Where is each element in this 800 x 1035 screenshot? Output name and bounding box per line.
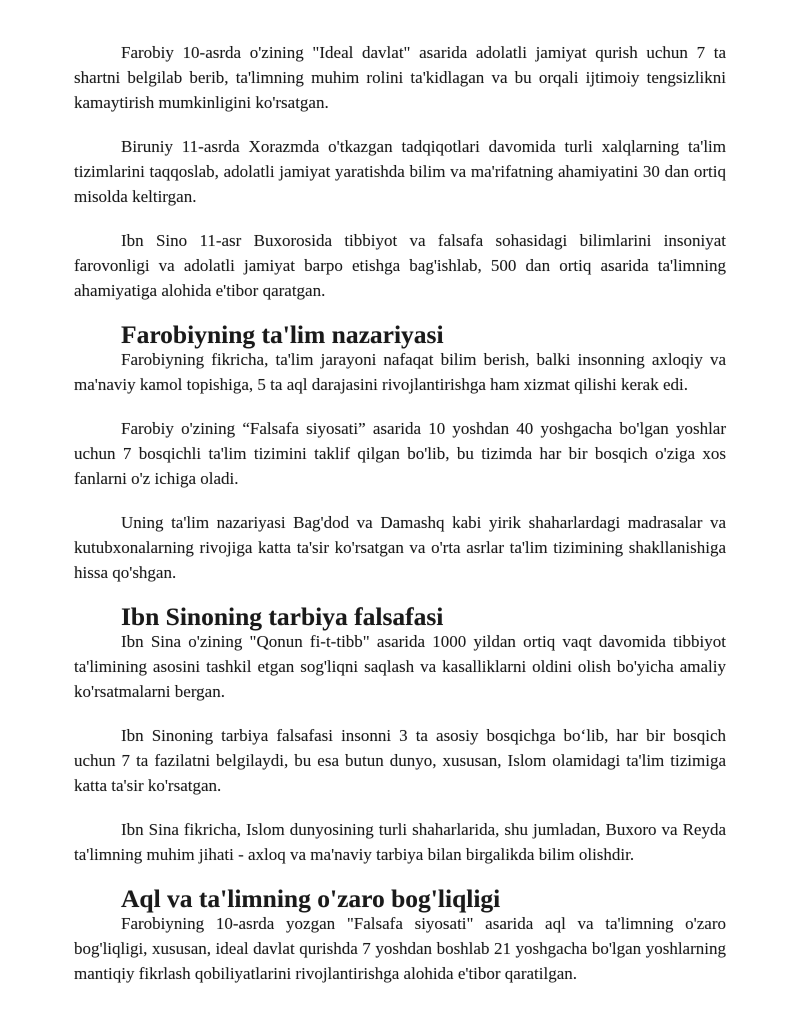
intro-paragraph-biruniy: Biruniy 11-asrda Xorazmda o'tkazgan tadqiqotlari davomida turli xalqlarning ta'lim tizimlarini taqqoslab, adolatli jamiyat yaratishda bilim va ma'rifatning ahamiyatini 30 dan ortiq misolda keltirgan. [74, 137, 726, 206]
section2-paragraph-3: Ibn Sina fikricha, Islom dunyosining turli shaharlarida, shu jumladan, Buxoro va Reyda ta'limning muhim jihati - axloq va ma'naviy tarbiya bilan birgalikda bilim olishdir. [74, 820, 726, 864]
section1-paragraph-2: Farobiy o'zining “Falsafa siyosati” asarida 10 yoshdan 40 yoshgacha bo'lgan yoshlar uchun 7 bosqichli ta'lim tizimini taklif qilgan bo'lib, bu tizimda har bir bosqich o'ziga xos fanlarni o'z ichiga oladi. [74, 419, 726, 488]
section2-paragraph-2: Ibn Sinoning tarbiya falsafasi insonni 3 ta asosiy bosqichga bo‘lib, har bir bosqich uchun 7 ta fazilatni belgilaydi, bu esa butun dunyo, xususan, Islom olamidagi ta'lim tizimiga katta ta'sir ko'rsatgan. [74, 726, 726, 795]
section2-paragraph-1: Ibn Sina o'zining "Qonun fi-t-tibb" asarida 1000 yildan ortiq vaqt davomida tibbiyot ta'limining asosini tashkil etgan sog'liqni saqlash va kasalliklarni oldini olish bo'yicha amaliy ko'rsatmalarni bergan. [74, 632, 726, 701]
document-page [74, 40, 726, 1005]
section-heading-reason-and-education: Aql va ta'limning o'zaro bog'liqligi [121, 884, 501, 913]
intro-paragraph-farobiy: Farobiy 10-asrda o'zining "Ideal davlat" asarida adolatli jamiyat qurish uchun 7 ta shartni belgilab berib, ta'limning muhim rolini ta'kidlagan va bu orqali ijtimoiy tengsizlikni kamaytirish mumkinligini ko'rsatgan. [74, 43, 726, 112]
section-heading-ibn-sino-philosophy: Ibn Sinoning tarbiya falsafasi [121, 602, 444, 631]
intro-paragraph-ibn-sino: Ibn Sino 11-asr Buxorosida tibbiyot va falsafa sohasidagi bilimlarini insoniyat farovonligi va adolatli jamiyat barpo etishga bag'ishlab, 500 dan ortiq asarida ta'limning ahamiyatiga alohida e'tibor qaratgan. [74, 231, 726, 300]
section3-paragraph-1: Farobiyning 10-asrda yozgan "Falsafa siyosati" asarida aql va ta'limning o'zaro bog'liqligi, xususan, ideal davlat qurishda 7 yoshdan boshlab 21 yoshgacha bo'lgan yoshlarning mantiqiy fikrlash qobiliyatlarini rivojlantirishga alohida e'tibor qaratilgan. [74, 914, 726, 983]
section1-paragraph-3: Uning ta'lim nazariyasi Bag'dod va Damashq kabi yirik shaharlardagi madrasalar va kutubxonalarning rivojiga katta ta'sir ko'rsatgan va o'rta asrlar ta'lim tizimining shakllanishiga hissa qo'shgan. [74, 513, 726, 582]
section1-paragraph-1: Farobiyning fikricha, ta'lim jarayoni nafaqat bilim berish, balki insonning axloqiy va ma'naviy kamol topishiga, 5 ta aql darajasini rivojlantirishga ham xizmat qilishi kerak edi. [74, 350, 726, 394]
section-heading-farobiy-theory: Farobiyning ta'lim nazariyasi [121, 320, 444, 349]
